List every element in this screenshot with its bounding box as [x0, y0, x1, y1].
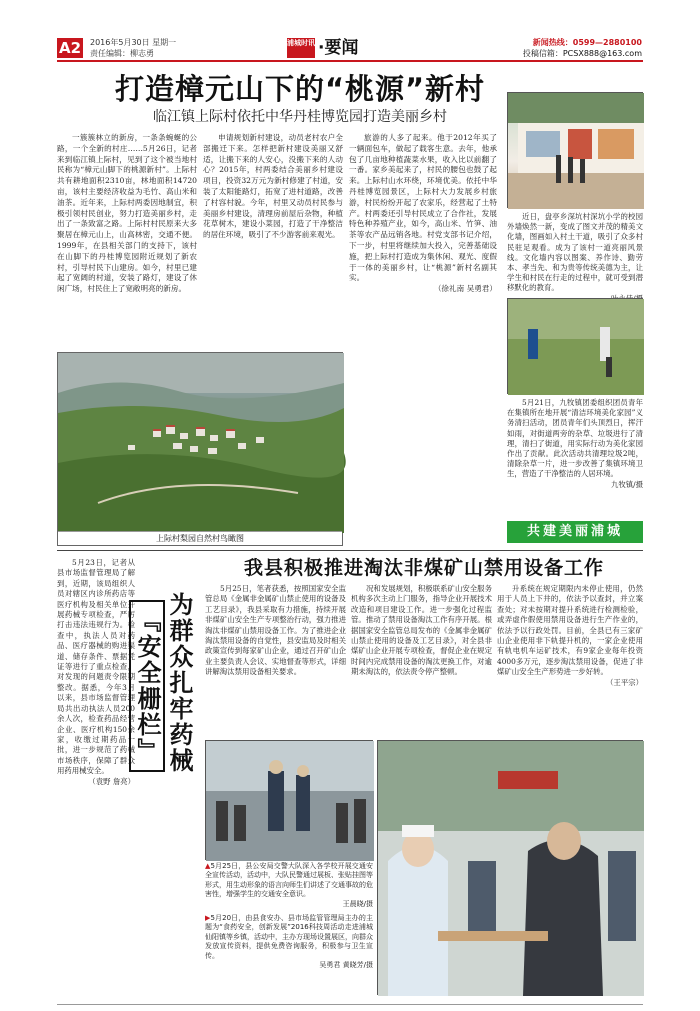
article2-col2-text: 况和发展规划，积极联系矿山安全服务机构多次主动上门服务，指导企业开展技术改造和项目建设工作。进一步强化过程监管。推动了禁用设备淘汰工作有序开展。根据国家安全监管总局发布的《金属非金属矿山禁止使用的设备及工艺目录》，对全县非煤矿山企业开展专项检查，督促企业在规定时间内完成禁用设备的淘汰更换工作，对逾期未淘汰的，依法责令停产整顿。 [351, 584, 492, 677]
masthead-logo: 浦城时讯 [287, 38, 315, 58]
article2-column-3 [497, 584, 643, 736]
article1-subheadline: 临江镇上际村依托中华丹桂博览园打造美丽乡村 [153, 109, 447, 125]
article3-vertical-headline [133, 592, 193, 902]
aerial-landscape-illustration [58, 353, 344, 533]
article1-col2-text: 申请规划新村建设，动员老村农户全部搬迁下来。怎样把新村建设美丽又舒适，让搬下来的人安心，没搬下来的人动心？2015年，村两委结合美丽乡村建设项目，投资32万元为新村修建了村道，安装了太阳能路灯，拓宽了进村道路，改善了村容村貌。今年，村里又动员村民参与美丽乡村建设，清理房前屋后杂物，种植花草树木，建设小菜园，打造了干净整洁的居住环境，吸引了不少游客前来观光。 [203, 133, 343, 240]
medical-outreach-illustration [378, 741, 644, 996]
page-bottom-rule [57, 1004, 643, 1005]
youth-cleanup-caption [507, 398, 643, 516]
village-aerial-photo [57, 352, 343, 546]
youth-cleanup-credit: 九牧镇/摄 [610, 479, 643, 489]
food-drug-caption-text: 5月20日，由县食安办、县市场监管管理局主办的主题为“食药安全，创新发展”2016科技周活动走进浦城仙阳镇等乡镇，活动中，主办方现场设置展区，向群众发放宣传资料，提供免费咨询服务，积极参与卫生宣传。 [205, 914, 373, 960]
article2-column-1 [205, 584, 346, 736]
traffic-safety-caption-text: 5月25日，县公安局交警大队深入各学校开展交通安全宣传活动，活动中，大队民警通过展板、张贴挂图等形式，用生动形象的语言向师生们讲述了交通事故的危害性，增强学生的交通安全意识。 [205, 862, 373, 899]
section-divider [57, 550, 643, 551]
traffic-safety-photo [205, 740, 373, 860]
youth-cleanup-caption-text: 5月21日，九牧镇团委组织团员青年在集镇所在地开展“清洁环境美化家园”义务清扫活动，团员青年们头顶烈日，挥汗如雨，对街道两旁的杂草、垃圾进行了清理，清扫了街道，用实际行动为美化家园作出了贡献。此次活动共清理垃圾2吨，清除杂草一片，进一步改善了集镇环境卫生，营造了干净整洁的人居环境。 [507, 398, 643, 479]
medical-outreach-photo [377, 740, 643, 995]
page-number-badge: A2 [58, 39, 82, 57]
page-header [0, 0, 700, 62]
article3-headline-part1: 为群众扎牢药械 [165, 592, 193, 774]
issue-date: 2016年5月30日 星期一 [90, 38, 177, 47]
article3-body [57, 558, 135, 1008]
youth-cleanup-photo [507, 298, 643, 394]
column-banner: 共建美丽浦城 [507, 521, 643, 543]
article2-column-2 [351, 584, 492, 736]
culture-wall-illustration [508, 93, 644, 209]
food-drug-caption [205, 914, 373, 998]
article3-headline-part2: 『安全栅栏』 [129, 600, 165, 772]
traffic-safety-illustration [206, 741, 374, 861]
food-drug-credit: 吴勇君 黄晓芳/摄 [319, 961, 373, 970]
article1-column-3 [349, 133, 497, 546]
article3-byline: （袁野 詹亮） [88, 776, 135, 786]
caption-marker-icon: ▲ [205, 862, 211, 870]
article2-col3-text: 升系统在规定期限内未停止使用，仍然用于人员上下井的，依法予以查封，并立案查处；对未按期对提升系统进行检测检验，或弄虚作假使用禁用设备进行生产作业的，依法予以行政处罚。目前，全县已有三家矿山企业使用非下轨提升机的，一家企业使用有轨电机车运矿技术，有9家企业每年投资4000多万元，逐步淘汰禁用设备，促进了非煤矿山安全生产形势进一步好转。 [497, 584, 643, 677]
article3-text: 5月23日，记者从县市场监督管理局了解到，近期，该局组织人员对辖区内诊所药店等医疗机构及相关单位开展药械专项检查，严厉打击违法违规行为。检查中，执法人员对药品、医疗器械的购进渠道、储存条件、票据凭证等进行了重点检查，对发现的问题责令限期整改。据悉，今年3月以来，县市场监督管理局共出动执法人员200余人次，检查药品经营企业、医疗机构150余家，收缴过期药品一批，进一步规范了药械市场秩序，保障了群众用药用械安全。 [57, 558, 135, 776]
article2-col1-text: 5月25日，笔者获悉，按照国家安全监管总局《金属非金属矿山禁止使用的设备及工艺目录》，我县采取有力措施，持续开展非煤矿山安全生产专项整治行动，强力推进淘汰非煤矿山禁用设备工作。为了推进企业淘汰禁用设备的自觉性，县安监局及时相关政策宣传到每家矿山企业，通过召开矿山企业主要负责人会议、实地督查等形式，详细讲解淘汰禁用设备相关要求。 [205, 584, 346, 677]
news-hotline: 新闻热线：0599—2880100 [532, 38, 642, 47]
caption-marker-icon: ▶ [205, 914, 211, 922]
traffic-safety-credit: 王晨晓/摄 [342, 899, 373, 908]
article1-headline: 打造樟元山下的“桃源”新村 [114, 72, 486, 106]
article1-col3-text: 旅游的人多了起来。他于2012年买了一辆面包车，做起了载客生意。去年，他承包了几亩地种植蔬菜水果，收入比以前翻了一番。家乡美起来了，村民的腰包也鼓了起来。上际村山水环绕，环境优美。依托中华丹桂博览园景区，上际村大力发展乡村旅游，村民纷纷开起了农家乐，经营起了土特产。村两委还引导村民成立了合作社，发展特色种养殖产业，如今，高山米、竹笋、油茶等农产品远销各地。村党支部书记介绍，下一步，村里将继续加大投入，完善基础设施，把上际村打造成为集休闲、观光、度假于一体的美丽乡村，让“桃源”新村名副其实。 [349, 133, 497, 283]
article1-column-1 [57, 133, 197, 346]
section-title: ·要闻 [318, 38, 359, 58]
youth-cleanup-illustration [508, 299, 644, 395]
aerial-photo-caption: 上际村梨园自然村鸟瞰图 [58, 531, 342, 545]
culture-wall-caption [507, 212, 643, 294]
article2-headline: 我县积极推进淘汰非煤矿山禁用设备工作 [243, 557, 604, 579]
culture-wall-photo [507, 92, 643, 208]
editor-credit: 责任编辑：柳志勇 [90, 49, 154, 58]
submission-email: 投稿信箱：PCSX888@163.com [522, 49, 642, 58]
article1-byline: （徐礼南 吴勇君） [433, 284, 497, 294]
header-divider [57, 60, 643, 62]
article2-byline: （王平宗） [606, 677, 643, 687]
traffic-safety-caption [205, 862, 373, 912]
article1-col1-text: 一簇簇林立的新房，一条条蜿蜒的公路，一个全新的村庄……5月26日，记者来到临江镇上际村，见到了这个被当地村民称为“樟元山脚下的桃源新村”。上际村共有耕地面积2310亩，林地面积14720亩，该村主要经济收益为毛竹、高山米和油茶。近年来，上际村两委因地制宜，积极引领村民创业，努力打造美丽乡村，走出了一条致富之路。上际村村民原来大多聚居在樟元山上，山高林密，交通不便。1999年，在县相关部门的支持下，该村在山脚下的丹桂博览园附近规划了新农村，引导村民下山建房。如今，村里已建起了宽阔的村道，安装了路灯，建设了休闲广场，村民住上了宽敞明亮的新房。 [57, 133, 197, 294]
culture-wall-caption-text: 近日，盘亭乡深坑村深坑小学的校园外墙焕然一新，变成了图文并茂的精美文化墙，图画如入村土干道，吸引了众多村民驻足观看。成为了该村一道亮丽风景线。文化墙内容以图案、养作诗、勤劳本、孝当先、和为贵等传统美德为主，让学生和村民在行走的过程中，就可受到潜移默化的教育。 [507, 212, 643, 293]
article1-column-2 [203, 133, 343, 346]
